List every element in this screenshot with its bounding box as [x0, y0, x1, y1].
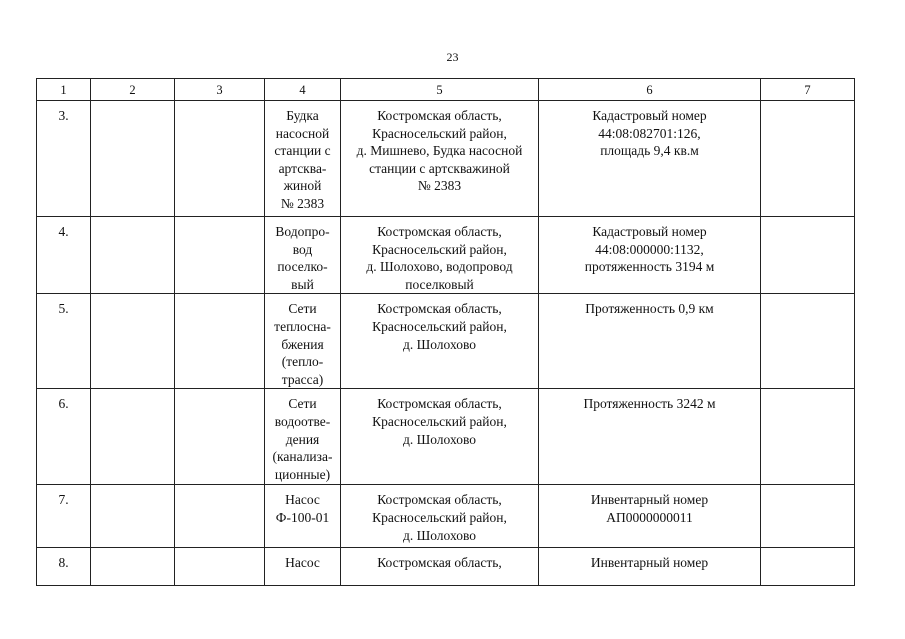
- object-address: Костромская область, Красносельский район, д. Шолохово, водопровод поселковый: [341, 217, 539, 294]
- object-name: Насос: [265, 548, 341, 586]
- object-details: Инвентарный номер: [539, 548, 761, 586]
- registry-table: [36, 78, 855, 586]
- header-cell: 3: [175, 79, 265, 101]
- page-number: 23: [446, 50, 459, 64]
- object-details: Протяженность 0,9 км: [539, 294, 761, 389]
- header-cell: 5: [341, 79, 539, 101]
- object-address: Костромская область, Красносельский район, д. Шолохово: [341, 294, 539, 389]
- object-name: Будка насосной станции с артсква- жиной № 2383: [265, 101, 341, 217]
- cell-col3: [175, 389, 265, 485]
- object-details: Кадастровый номер 44:08:082701:126, площадь 9,4 кв.м: [539, 101, 761, 217]
- object-details: Инвентарный номер АП0000000011: [539, 485, 761, 548]
- row-number: 8.: [37, 548, 91, 586]
- table-row: [37, 217, 855, 294]
- header-row: [37, 79, 855, 101]
- header-cell: 2: [91, 79, 175, 101]
- header-cell: 7: [761, 79, 855, 101]
- cell-col3: [175, 294, 265, 389]
- header-cell: 6: [539, 79, 761, 101]
- cell-col2: [91, 217, 175, 294]
- row-number: 3.: [37, 101, 91, 217]
- cell-col3: [175, 217, 265, 294]
- table-row: [37, 485, 855, 548]
- cell-col7: [761, 101, 855, 217]
- cell-col2: [91, 101, 175, 217]
- table-row: [37, 101, 855, 217]
- row-number: 6.: [37, 389, 91, 485]
- row-number: 5.: [37, 294, 91, 389]
- cell-col7: [761, 294, 855, 389]
- cell-col2: [91, 389, 175, 485]
- cell-col2: [91, 294, 175, 389]
- cell-col2: [91, 548, 175, 586]
- object-name: Сети теплосна- бжения (тепло- трасса): [265, 294, 341, 389]
- object-details: Протяженность 3242 м: [539, 389, 761, 485]
- cell-col2: [91, 485, 175, 548]
- row-number: 4.: [37, 217, 91, 294]
- object-name: Водопро- вод поселко- вый: [265, 217, 341, 294]
- cell-col3: [175, 485, 265, 548]
- table-row: [37, 294, 855, 389]
- header-cell: 4: [265, 79, 341, 101]
- object-address: Костромская область, Красносельский район, д. Мишнево, Будка насосной станции с артскважиной № 2383: [341, 101, 539, 217]
- cell-col3: [175, 548, 265, 586]
- cell-col7: [761, 485, 855, 548]
- cell-col7: [761, 548, 855, 586]
- table-row: [37, 548, 855, 586]
- object-address: Костромская область,: [341, 548, 539, 586]
- object-details: Кадастровый номер 44:08:000000:1132, протяженность 3194 м: [539, 217, 761, 294]
- row-number: 7.: [37, 485, 91, 548]
- cell-col7: [761, 389, 855, 485]
- object-name: Сети водоотве- дения (канализа- ционные): [265, 389, 341, 485]
- object-address: Костромская область, Красносельский район, д. Шолохово: [341, 389, 539, 485]
- table-row: [37, 389, 855, 485]
- cell-col7: [761, 217, 855, 294]
- header-cell: 1: [37, 79, 91, 101]
- object-name: Насос Ф-100-01: [265, 485, 341, 548]
- cell-col3: [175, 101, 265, 217]
- object-address: Костромская область, Красносельский район, д. Шолохово: [341, 485, 539, 548]
